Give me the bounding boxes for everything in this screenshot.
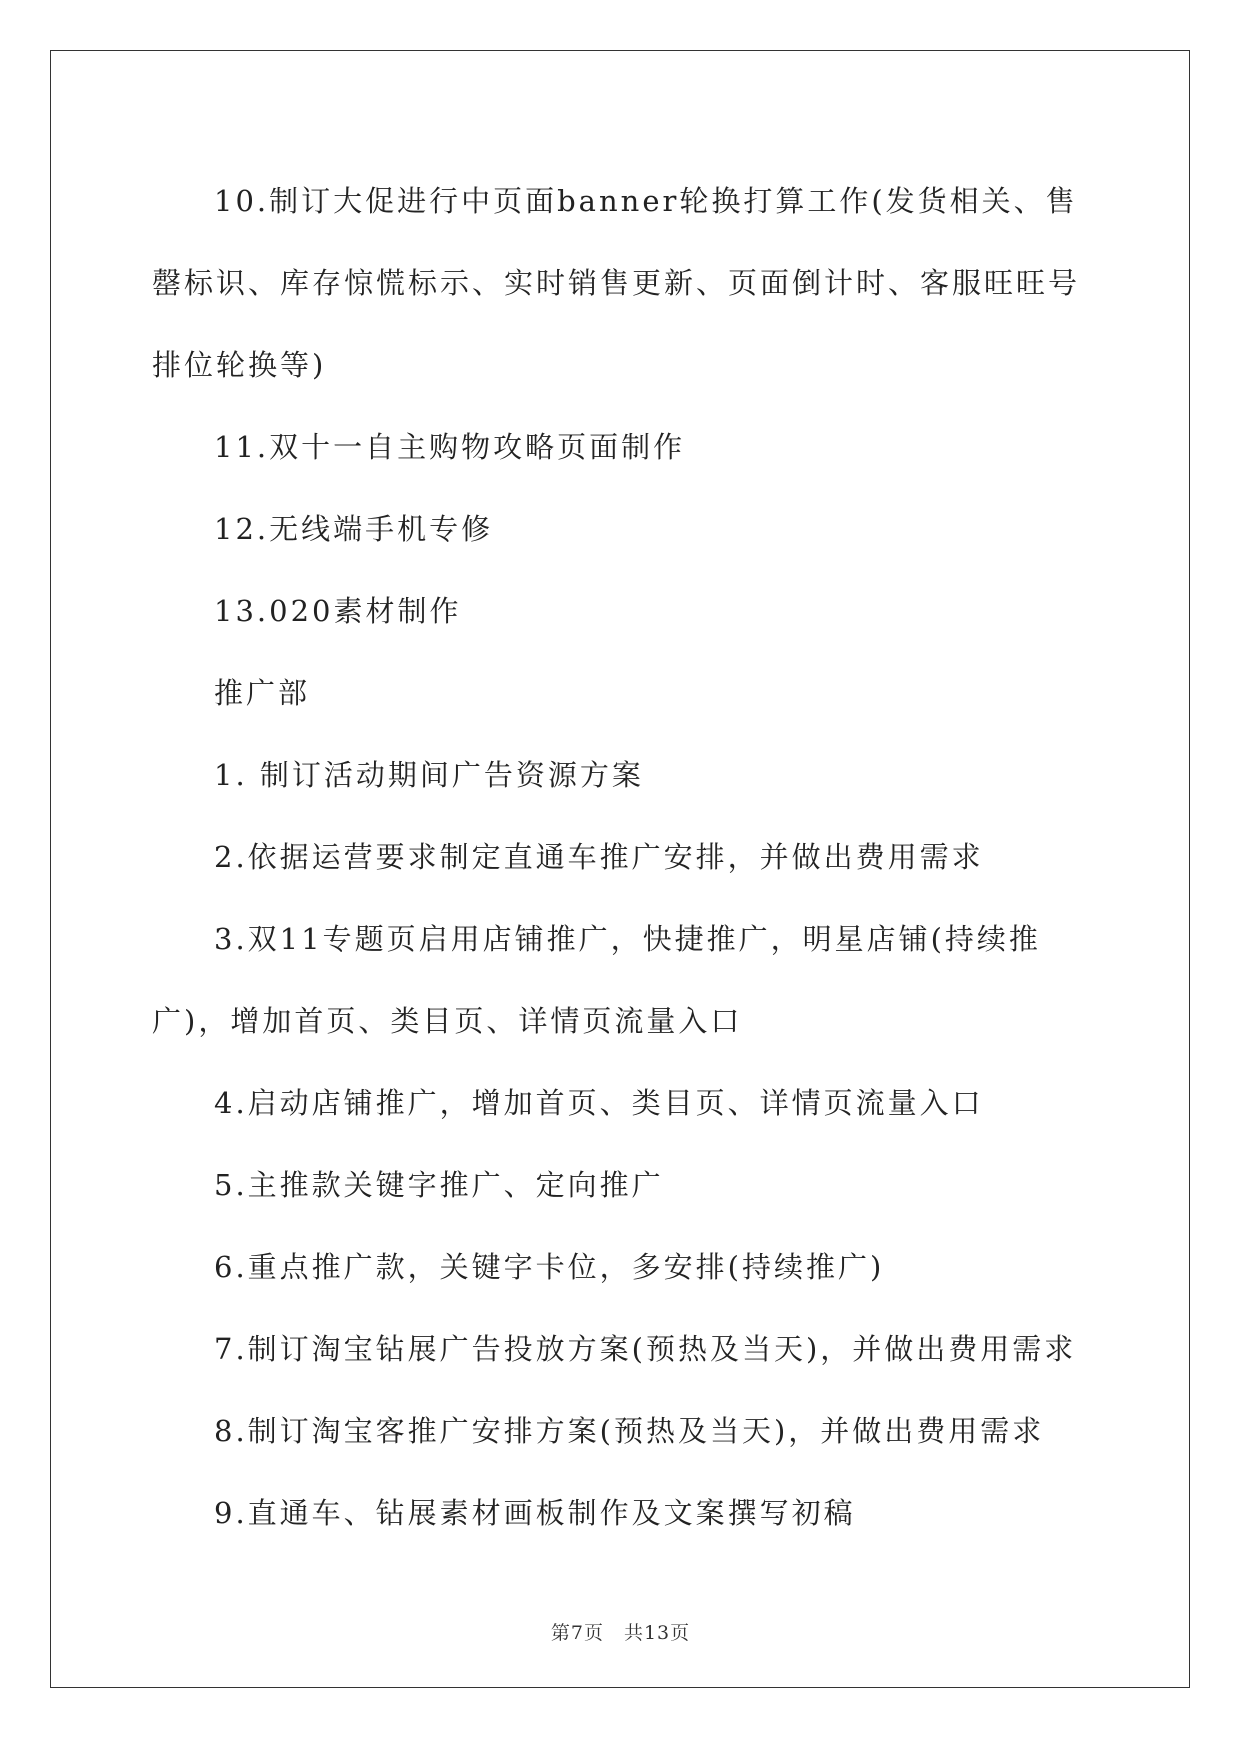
paragraph: 5.主推款关键字推广、定向推广	[214, 1168, 664, 1202]
paragraph: 8.制订淘宝客推广安排方案(预热及当天)，并做出费用需求	[214, 1414, 1045, 1448]
paragraph: 9.直通车、钻展素材画板制作及文案撰写初稿	[214, 1496, 856, 1530]
paragraph: 13.020素材制作	[214, 594, 462, 628]
page-footer: 第7页 共13页	[550, 1622, 691, 1644]
paragraph: 1. 制订活动期间广告资源方案	[214, 758, 644, 792]
paragraph: 10.制订大促进行中页面banner轮换打算工作(发货相关、售罄标识、库存惊慌标示、实时销售更新、页面倒计时、客服旺旺号排位轮换等)	[152, 184, 1081, 382]
paragraph: 4.启动店铺推广，增加首页、类目页、详情页流量入口	[214, 1086, 984, 1120]
paragraph: 11.双十一自主购物攻略页面制作	[214, 430, 686, 464]
paragraph: 2.依据运营要求制定直通车推广安排，并做出费用需求	[214, 840, 984, 874]
section-heading: 推广部	[214, 676, 311, 710]
paragraph: 7.制订淘宝钻展广告投放方案(预热及当天)，并做出费用需求	[214, 1332, 1077, 1366]
document-body	[152, 160, 1097, 1554]
paragraph: 12.无线端手机专修	[214, 512, 494, 546]
paragraph: 3.双11专题页启用店铺推广，快捷推广，明星店铺(持续推广)，增加首页、类目页、详情页流量入口	[152, 922, 1041, 1038]
paragraph: 6.重点推广款，关键字卡位，多安排(持续推广)	[214, 1250, 885, 1284]
